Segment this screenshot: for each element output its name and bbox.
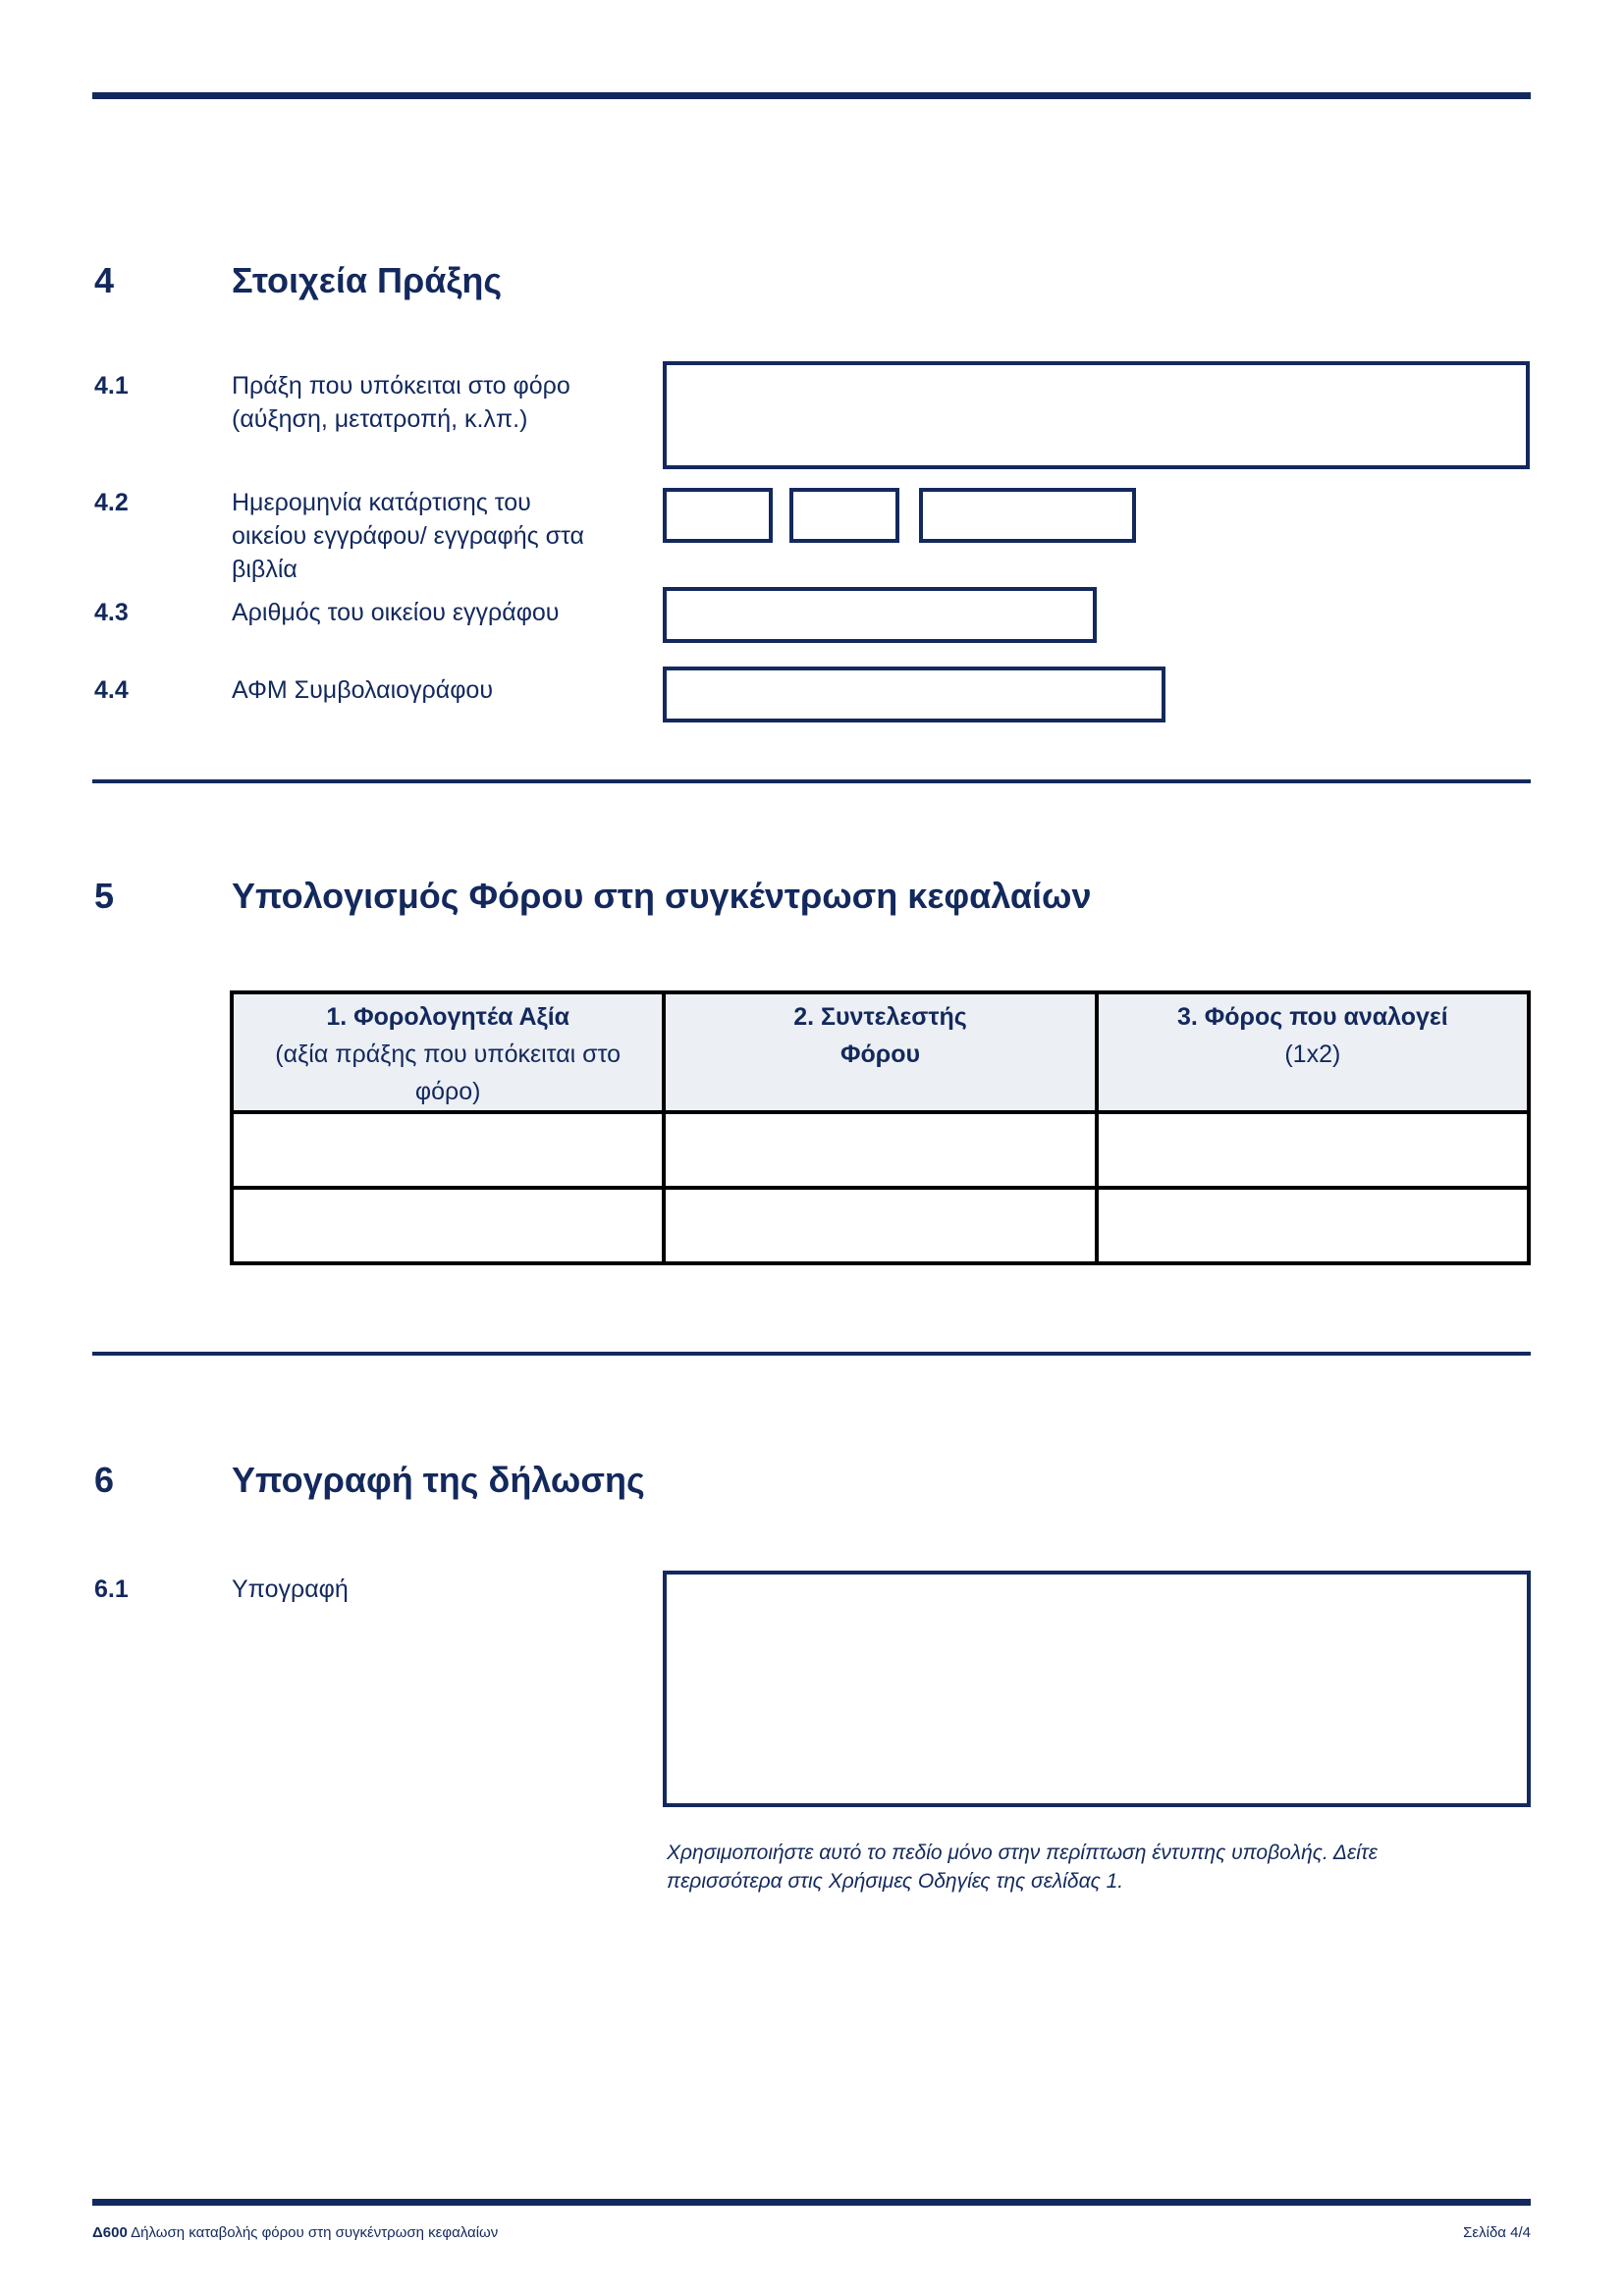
- column-header-subtitle: (1x2): [1284, 1041, 1341, 1068]
- field-4-2-number: 4.2: [94, 489, 129, 516]
- signature-note: Χρησιμοποιήστε αυτό το πεδίο μόνο στην περίπτωση έντυπης υποβολής. Δείτε περισσότερα στις Χρήσιμες Οδηγίες της σελίδας 1.: [667, 1842, 1378, 1893]
- section-divider: [92, 1352, 1531, 1356]
- section-6-title: Υπογραφή της δήλωσης: [232, 1460, 645, 1500]
- form-code: Δ600: [92, 2224, 128, 2241]
- field-4-3-input[interactable]: [663, 587, 1097, 643]
- field-4-2-year-input[interactable]: [919, 488, 1136, 543]
- field-6-1-number: 6.1: [94, 1575, 129, 1603]
- field-4-4-label: ΑΦΜ Συμβολαιογράφου: [232, 676, 494, 704]
- section-4-number: 4: [94, 260, 115, 300]
- field-4-4-number: 4.4: [94, 676, 129, 704]
- footer-divider: [92, 2199, 1531, 2206]
- field-4-1-label: Πράξη που υπόκειται στο φόρο (αύξηση, μετατροπή, κ.λπ.): [232, 372, 570, 433]
- field-6-1-label: Υπογραφή: [232, 1575, 349, 1603]
- table-row: [232, 1188, 1529, 1263]
- field-4-2-label: Ημερομηνία κατάρτισης του οικείου εγγράφου/ εγγραφής στα βιβλία: [232, 489, 585, 583]
- footer-form-info: [92, 2224, 498, 2242]
- column-header-taxable-value: [232, 992, 664, 1112]
- column-header-title: 2. Συντελεστής Φόρου: [793, 1003, 967, 1068]
- tax-due-cell[interactable]: [1097, 1112, 1529, 1188]
- column-header-title: 1. Φορολογητέα Αξία: [326, 1003, 570, 1031]
- field-4-2-day-input[interactable]: [663, 488, 773, 543]
- form-title: Δήλωση καταβολής φόρου στη συγκέντρωση κεφαλαίων: [131, 2224, 499, 2241]
- taxable-value-cell[interactable]: [232, 1188, 664, 1263]
- section-6-number: 6: [94, 1460, 115, 1500]
- field-4-1-number: 4.1: [94, 372, 129, 400]
- field-4-1-input[interactable]: [663, 361, 1530, 469]
- section-4-title: Στοιχεία Πράξης: [232, 260, 503, 300]
- top-divider: [92, 92, 1531, 99]
- page-number: Σελίδα 4/4: [1463, 2224, 1531, 2241]
- column-header-title: 3. Φόρος που αναλογεί: [1176, 1003, 1448, 1031]
- tax-due-cell[interactable]: [1097, 1188, 1529, 1263]
- taxable-value-cell[interactable]: [232, 1112, 664, 1188]
- field-4-3-number: 4.3: [94, 599, 129, 626]
- signature-box[interactable]: [663, 1571, 1531, 1807]
- field-4-2-month-input[interactable]: [789, 488, 899, 543]
- section-divider: [92, 779, 1531, 783]
- section-5-number: 5: [94, 876, 115, 916]
- tax-rate-cell[interactable]: [664, 1188, 1096, 1263]
- column-header-tax-rate: [664, 992, 1096, 1112]
- field-4-4-input[interactable]: [663, 667, 1165, 722]
- table-header-row: [232, 992, 1529, 1112]
- section-5-title: Υπολογισμός Φόρου στη συγκέντρωση κεφαλαίων: [232, 876, 1092, 916]
- field-4-3-label: Αριθμός του οικείου εγγράφου: [232, 599, 560, 626]
- column-header-subtitle: (αξία πράξης που υπόκειται στο φόρο): [275, 1041, 622, 1105]
- table-row: [232, 1112, 1529, 1188]
- tax-rate-cell[interactable]: [664, 1112, 1096, 1188]
- tax-calculation-table: [230, 990, 1531, 1265]
- column-header-tax-due: [1097, 992, 1529, 1112]
